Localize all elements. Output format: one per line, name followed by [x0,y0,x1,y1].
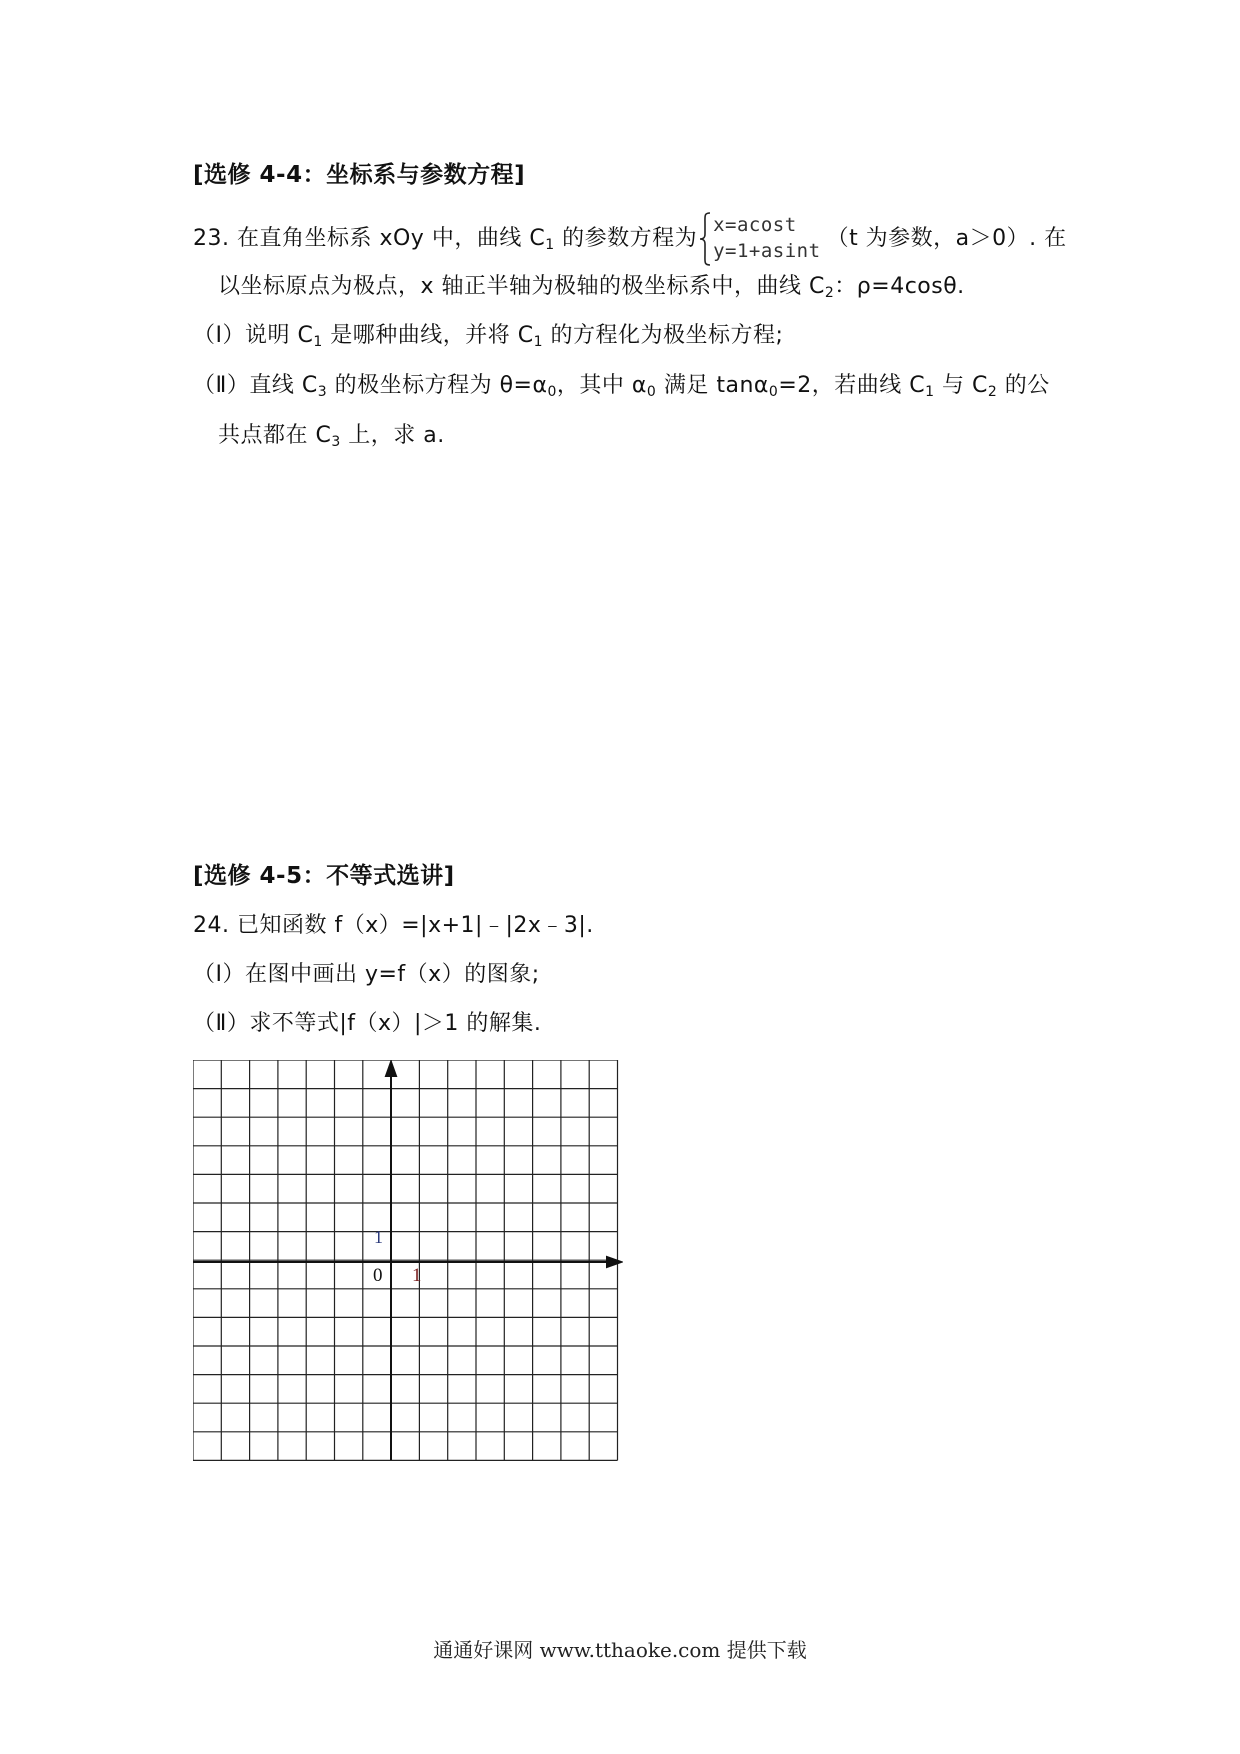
grid-lines [193,1060,618,1460]
question-23-part-2-line-2 [218,421,445,451]
part1-text-b: 是哪种曲线，并将 C [322,323,534,348]
x-axis-arrow-icon [607,1257,621,1267]
part1-text-c: 的方程化为极坐标方程; [543,323,784,348]
footer: 通通好课网 www.tthaoke.com 提供下载 [433,1638,807,1662]
left-brace-icon [699,212,711,266]
question-24-part-1: （Ⅰ）在图中画出 y=f（x）的图象; [193,962,540,987]
y-axis-arrow-icon [386,1062,396,1076]
part2-text-b: 的极坐标方程为 θ=α [327,373,548,398]
section-4-4-heading: [选修 4-4：坐标系与参数方程] [193,162,526,188]
part2-sub-0b: 0 [646,384,657,400]
question-24: 24. 已知函数 f（x）=|x+1|﹣|2x﹣3|. [193,913,594,938]
part2-line2-text-b: 上，求 a. [340,423,445,448]
part2-sub-1: 1 [925,384,935,400]
question-24-part-2: （Ⅱ）求不等式|f（x）|＞1 的解集. [193,1011,542,1036]
part2-line2-text-a: 共点都在 C [218,423,332,448]
y-tick-label-1: 1 [374,1227,383,1247]
part2-text-d: 满足 tanα [656,373,769,398]
question-23-line-1 [193,212,1067,266]
parametric-system [699,212,820,266]
line2-text-b: ：ρ=4cosθ. [834,274,965,299]
section-4-5-heading: [选修 4-5：不等式选讲] [193,863,455,889]
part2-sub-0c: 0 [768,384,779,400]
equation-x: x=acost [713,214,797,236]
coordinate-grid [193,1060,623,1474]
question-23-part-1 [193,321,783,351]
part2-text-a: （Ⅱ）直线 C [193,373,318,398]
part2-text-c: ，其中 α [556,373,647,398]
axes [193,1062,621,1460]
q23-prefix: 23. 在直角坐标系 xOy 中，曲线 C [193,226,546,251]
grid-svg [193,1060,623,1470]
part2-text-g: 的公 [997,373,1050,398]
line2-text-a: 以坐标原点为极点，x 轴正半轴为极轴的极坐标系中，曲线 C [218,274,825,299]
part1-text-a: （Ⅰ）说明 C [193,323,314,348]
equation-y: y=1+asint [713,240,821,262]
part2-text-e: =2，若曲线 C [778,373,926,398]
part2-text-f: 与 C [934,373,988,398]
line2-sub: 2 [824,285,835,301]
part2-sub-0a: 0 [547,384,557,400]
question-23-part-2 [193,371,1050,401]
origin-label: 0 [373,1265,383,1286]
part2-sub-3: 3 [317,384,328,400]
question-23-line-2 [218,272,965,302]
q23-suffix: （t 为参数，a＞0）. 在 [826,226,1067,251]
q23-sub: 1 [545,237,555,253]
part1-sub-2: 1 [533,334,544,350]
part2-line2-sub: 3 [331,434,341,450]
part1-sub-1: 1 [313,334,323,350]
part2-sub-2: 2 [987,384,998,400]
q23-mid: 的参数方程为 [554,226,698,251]
x-tick-label-1: 1 [412,1265,422,1286]
